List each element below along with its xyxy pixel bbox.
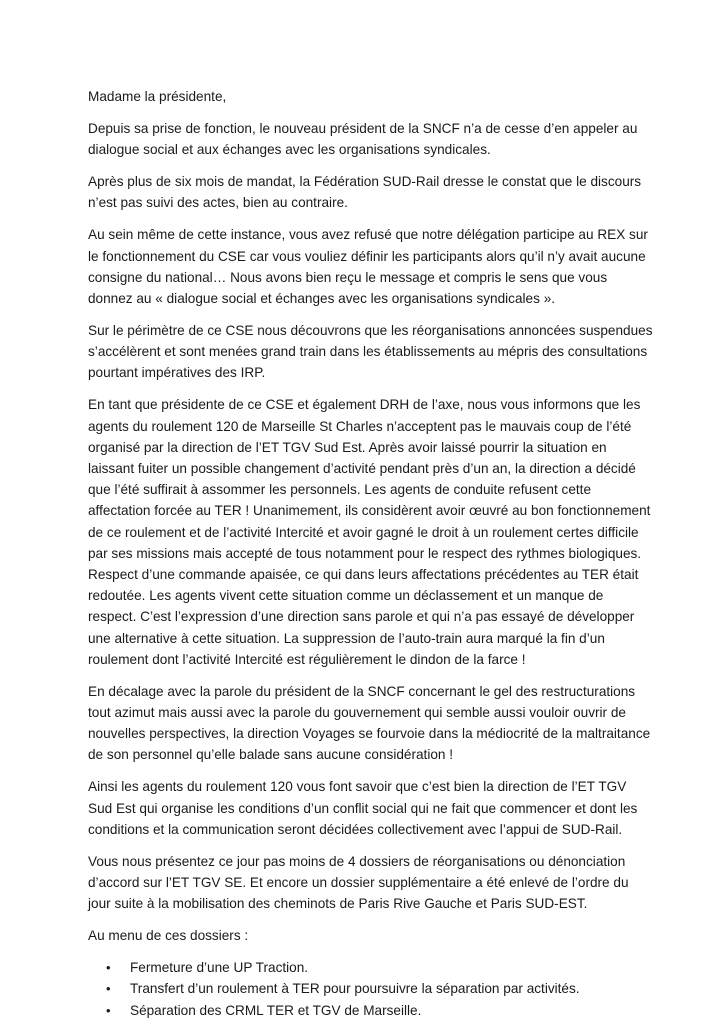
list-item	[106, 978, 654, 999]
paragraph-1: Depuis sa prise de fonction, le nouveau président de la SNCF n’a de cesse d’en appeler au dialogue social et aux échanges avec les organisations syndicales.	[88, 121, 638, 158]
bullet-icon: •	[106, 1002, 111, 1018]
list-intro: Au menu de ces dossiers :	[88, 928, 249, 944]
list-item	[106, 1000, 654, 1021]
paragraph-2: Après plus de six mois de mandat, la Fédération SUD-Rail dresse le constat que le discours n’est pas suivi des actes, bien au contraire.	[88, 174, 642, 211]
list-item-text: Transfert d’un roulement à TER pour poursuivre la séparation par activités.	[130, 981, 580, 997]
bullet-icon: •	[106, 981, 111, 997]
paragraph-5: En tant que présidente de ce CSE et également DRH de l’axe, nous vous informons que les agents du roulement 120 de Marseille St Charles n’acceptent pas le mauvais coup de l’été organisé par la direction de l’ET TGV Sud Est. Après avoir laissé pourrir la situation en laissant fuiter un possible changement d’activité pendant près d’un an, la direction a décidé que l’été suffirait à assommer les personnels. Les agents de conduite refusent cette affectation forcée au TER ! Unanimement, ils considèrent avoir œuvré au bon fonctionnement de ce roulement et de l’activité Intercité et avoir gagné le droit à un roulement certes difficile par ses missions mais accepté de tous notamment pour le respect des rythmes biologiques. Respect d’une commande apaisée, ce qui dans leurs affectations précédentes au TER était redoutée. Les agents vivent cette situation comme un déclassement et un manque de respect. C’est l’expression d’une direction sans parole et qui n’a pas essayé de développer une alternative à cette situation. La suppression de l’auto-train aura marqué la fin d’un roulement dont l’activité Intercité est régulièrement le dindon de la farce !	[88, 397, 651, 667]
list-item	[106, 957, 654, 978]
paragraph-3: Au sein même de cette instance, vous avez refusé que notre délégation participe au REX sur le fonctionnement du CSE car vous vouliez définir les participants alors qu’il n’y avait aucune consigne du national… Nous avons bien reçu le message et compris le sens que vous donnez au « dialogue social et échanges avec les organisations syndicales ».	[88, 227, 648, 307]
paragraph-7: Ainsi les agents du roulement 120 vous font savoir que c’est bien la direction de l’ET TGV Sud Est qui organise les conditions d’un conflit social qui ne fait que commencer et dont les conditions et la communication seront décidées collectivement avec l’appui de SUD-Rail.	[88, 779, 638, 837]
bullet-icon: •	[106, 960, 111, 976]
paragraph-8: Vous nous présentez ce jour pas moins de 4 dossiers de réorganisations ou dénonciation d’accord sur l’ET TGV SE. Et encore un dossier supplémentaire a été enlevé de l’ordre du jour suite à la mobilisation des cheminots de Paris Rive Gauche et Paris SUD-EST.	[88, 853, 629, 912]
list-item-text: Séparation des CRML TER et TGV de Marseille.	[130, 1002, 422, 1018]
list-item-text: Fermeture d’une UP Traction.	[130, 960, 309, 976]
salutation: Madame la présidente,	[88, 89, 227, 104]
paragraph-4: Sur le périmètre de ce CSE nous découvrons que les réorganisations annoncées suspendues s’accélèrent et sont menées grand train dans les établissements au mépris des consultations pourtant impératives des IRP.	[88, 323, 653, 381]
dossier-list	[88, 957, 654, 1021]
paragraph-6: En décalage avec la parole du président de la SNCF concernant le gel des restructurations tout azimut mais aussi avec la parole du gouvernement qui semble aussi vouloir ouvrir de nouvelles perspectives, la direction Voyages se fourvoie dans la médiocrité de la maltraitance de son personnel qu’elle balade sans aucune considération !	[88, 683, 651, 763]
